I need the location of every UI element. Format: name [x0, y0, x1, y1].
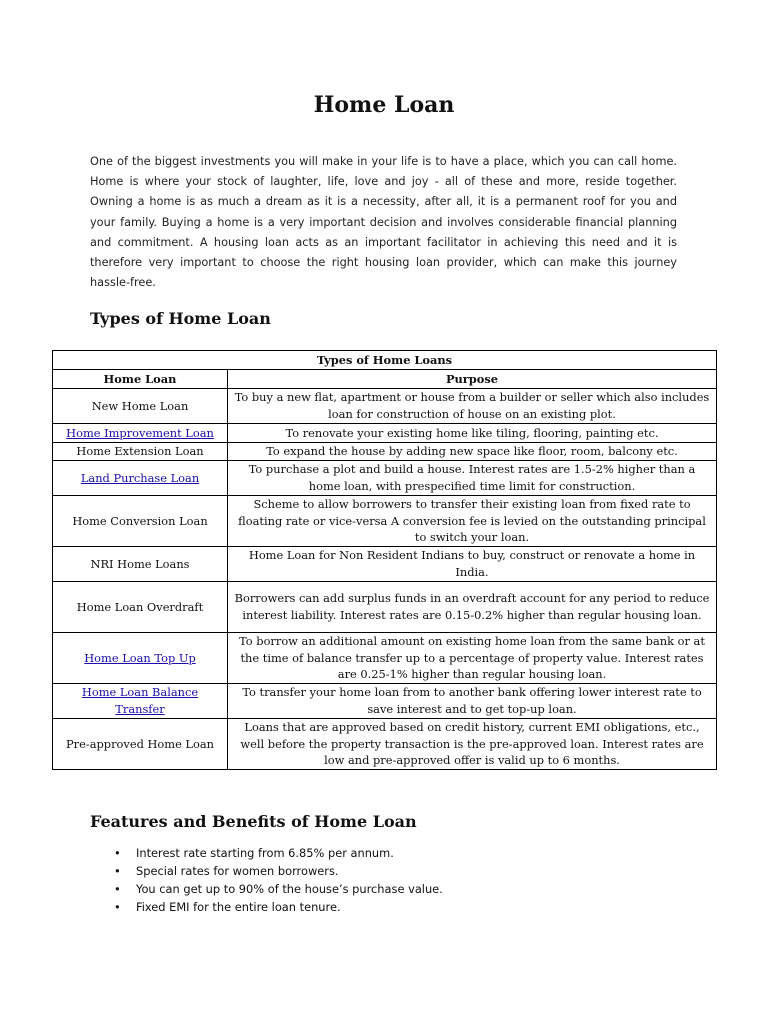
loan-purpose: To transfer your home loan from to another bank offering lower interest rate to save interest and to get top-up loan.	[228, 684, 717, 719]
column-header-purpose: Purpose	[228, 370, 717, 389]
loan-name: Home Extension Loan	[53, 443, 228, 461]
loan-purpose: Scheme to allow borrowers to transfer their existing loan from fixed rate to floating rate or vice-versa A conversion fee is levied on the outstanding principal to switch your loan.	[228, 496, 717, 547]
loan-purpose: To borrow an additional amount on existing home loan from the same bank or at the time of balance transfer up to a percentage of property value. Interest rates are 0.25-1% higher than regular housing loan.	[228, 633, 717, 684]
loan-purpose: To buy a new flat, apartment or house from a builder or seller which also includes loan for construction of house on an existing plot.	[228, 389, 717, 424]
list-item	[110, 844, 443, 862]
home-loan-top-up-link[interactable]: Home Loan Top Up	[84, 650, 196, 665]
loan-name: NRI Home Loans	[53, 547, 228, 582]
loan-purpose: Home Loan for Non Resident Indians to buy, construct or renovate a home in India.	[228, 547, 717, 582]
table-row	[53, 633, 717, 684]
loan-types-table	[52, 350, 717, 770]
features-list	[110, 844, 443, 916]
table-row	[53, 443, 717, 461]
table-row	[53, 547, 717, 582]
table-caption: Types of Home Loans	[53, 351, 717, 370]
table-row	[53, 719, 717, 770]
loan-purpose: Loans that are approved based on credit history, current EMI obligations, etc., well before the property transaction is the pre-approved loan. Interest rates are low and pre-approved offer is valid up to 6 months.	[228, 719, 717, 770]
bullet-icon: •	[114, 900, 121, 914]
loan-name-cell	[53, 633, 228, 684]
feature-text: Interest rate starting from 6.85% per annum.	[136, 846, 394, 860]
feature-text: Fixed EMI for the entire loan tenure.	[136, 900, 341, 914]
column-header-home-loan: Home Loan	[53, 370, 228, 389]
loan-purpose: To purchase a plot and build a house. Interest rates are 1.5-2% higher than a home loan, with prespecified time limit for construction.	[228, 461, 717, 496]
loan-purpose: To renovate your existing home like tiling, flooring, painting etc.	[228, 424, 717, 443]
features-heading: Features and Benefits of Home Loan	[90, 812, 417, 831]
types-heading: Types of Home Loan	[90, 309, 271, 328]
loan-name: Home Loan Overdraft	[53, 582, 228, 633]
list-item	[110, 880, 443, 898]
list-item	[110, 898, 443, 916]
table-row	[53, 496, 717, 547]
loan-name: Home Conversion Loan	[53, 496, 228, 547]
intro-paragraph: One of the biggest investments you will make in your life is to have a place, which you can call home. Home is where your stock of laughter, life, love and joy - all of these and more, reside together. Owning a home is as much a dream as it is a necessity, after all, it is a permanent roof for you and your family. Buying a home is a very important decision and involves considerable financial planning and commitment. A housing loan acts as an important facilitator in achieving this need and it is therefore very important to choose the right housing loan provider, which can make this journey hassle-free.	[90, 155, 677, 290]
bullet-icon: •	[114, 846, 121, 860]
feature-text: Special rates for women borrowers.	[136, 864, 339, 878]
loan-name-cell	[53, 461, 228, 496]
home-loan-balance-transfer-link[interactable]: Home Loan Balance Transfer	[81, 685, 199, 716]
table-row	[53, 389, 717, 424]
loan-purpose: To expand the house by adding new space like floor, room, balcony etc.	[228, 443, 717, 461]
loan-name: New Home Loan	[53, 389, 228, 424]
table-row	[53, 684, 717, 719]
land-purchase-loan-link[interactable]: Land Purchase Loan	[80, 470, 200, 485]
page-title: Home Loan	[313, 92, 455, 118]
bullet-icon: •	[114, 864, 121, 878]
loan-name-cell	[53, 424, 228, 443]
table-caption-row	[53, 351, 717, 370]
list-item	[110, 862, 443, 880]
feature-text: You can get up to 90% of the house’s purchase value.	[136, 882, 443, 896]
table-row	[53, 582, 717, 633]
table-row	[53, 461, 717, 496]
bullet-icon: •	[114, 882, 121, 896]
home-improvement-loan-link[interactable]: Home Improvement Loan	[66, 425, 214, 440]
loan-name-cell	[53, 684, 228, 719]
loan-name: Pre-approved Home Loan	[53, 719, 228, 770]
table-header-row	[53, 370, 717, 389]
table-row	[53, 424, 717, 443]
loan-purpose: Borrowers can add surplus funds in an overdraft account for any period to reduce interest liability. Interest rates are 0.15-0.2% higher than regular housing loan.	[228, 582, 717, 633]
